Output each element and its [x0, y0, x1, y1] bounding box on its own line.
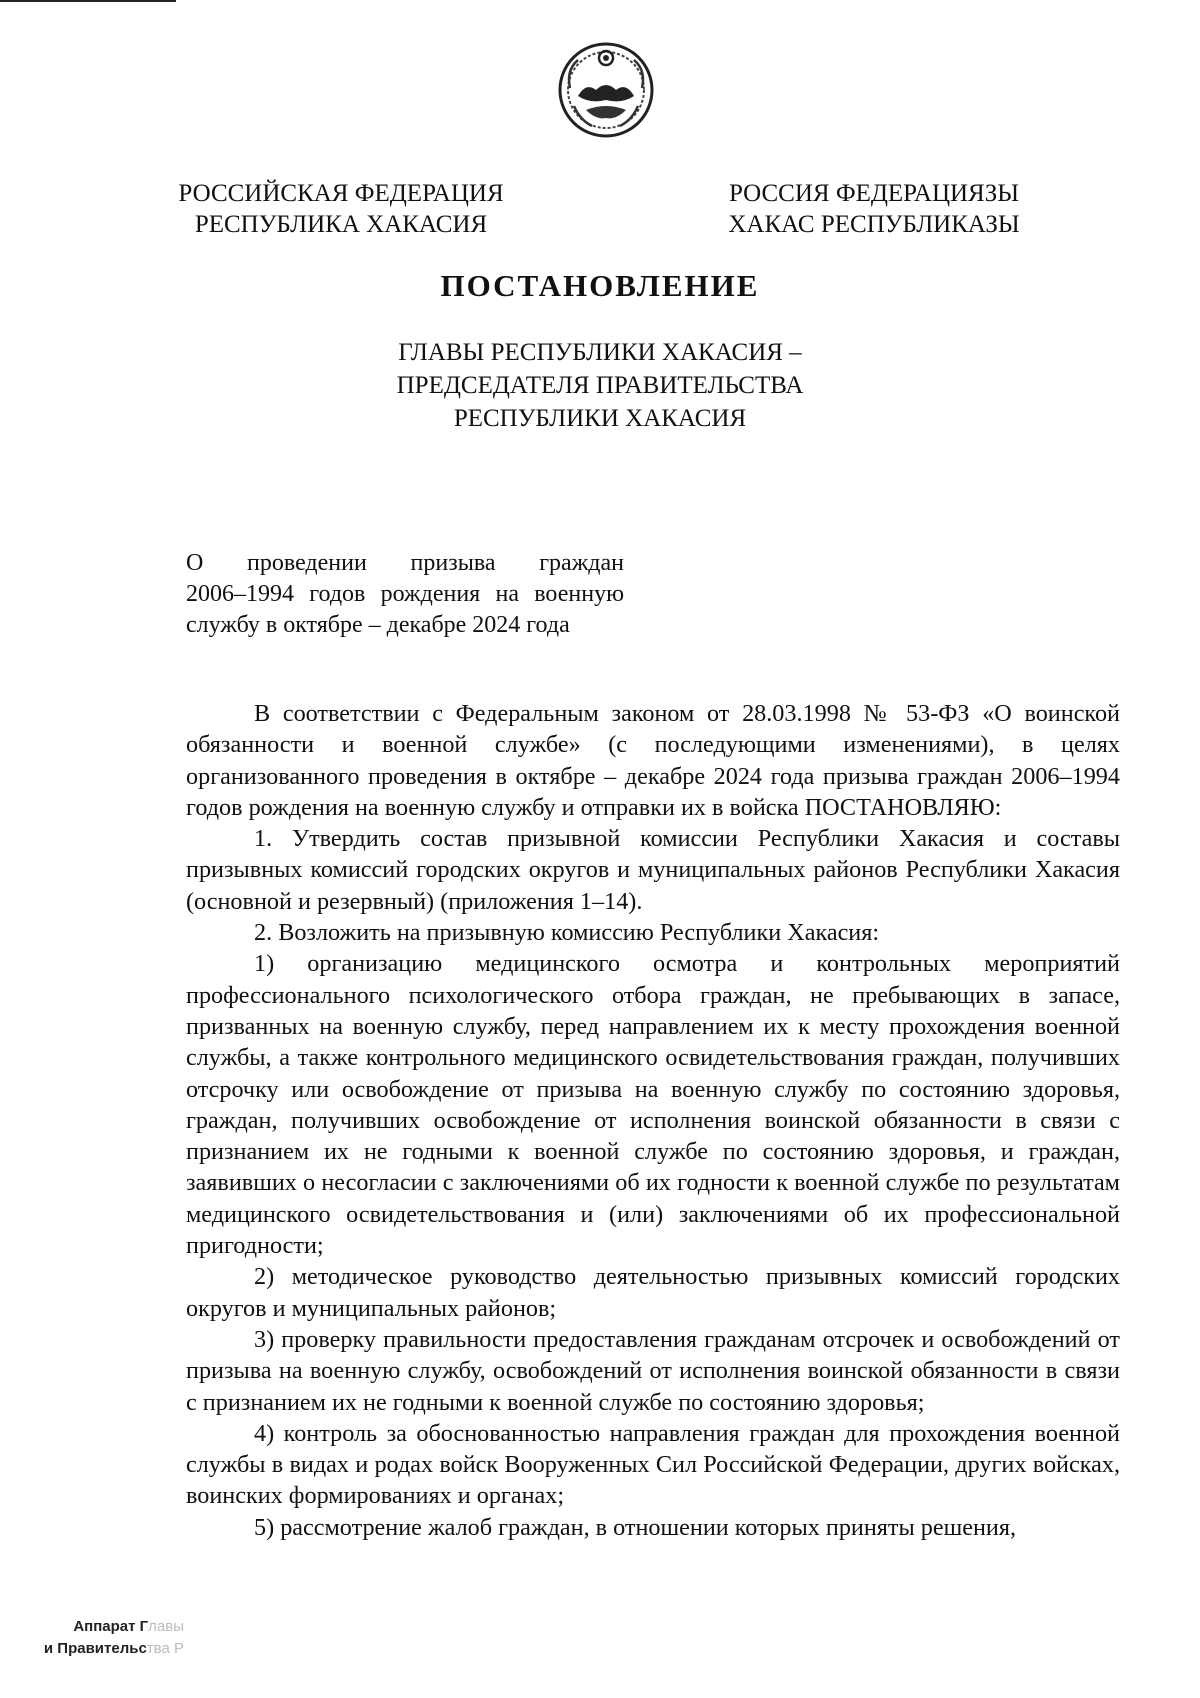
paragraph-1: 1. Утвердить состав призывной комиссии Республики Хакасия и составы призывных комиссий городских округов и муниципальных районов Республики Хакасия (основной и резервный) (приложения 1–14).: [186, 825, 1120, 915]
coat-of-arms-emblem: [556, 40, 656, 140]
subject-line1: О проведении призыва граждан: [186, 550, 624, 576]
preamble-paragraph: В соответствии с Федеральным законом от 28.03.1998 № 53-ФЗ «О воинской обязанности и военной службе» (с последующими изменениями), в целях организованного проведения в октябре – декабре 2024 года призыва граждан 2006–1994 годов рождения на военную службу и отправки их в войска ПОСТАНОВЛЯЮ:: [186, 700, 1120, 821]
document-subtitle: [0, 336, 1200, 435]
subtitle-line1: ГЛАВЫ РЕСПУБЛИКИ ХАКАСИЯ –: [398, 339, 802, 366]
top-edge-line: [0, 0, 176, 2]
paragraph-2-item-1: 1) организацию медицинского осмотра и контрольных мероприятий профессионального психологического отбора граждан, не пребывающих в запасе, призванных на военную службу, перед направлением их к месту прохождения военной службы, а также контрольного медицинского освидетельствования граждан, получивших отсрочку или освобождение от призыва на военную службу по состоянию здоровья, граждан, получивших освобождение от исполнения воинской обязанности в связи с признанием их не годными к военной службе по состоянию здоровья, и граждан, заявивших о несогласии с заключениями об их годности к военной службе по результатам медицинского освидетельствования и (или) заключениями об их профессиональной пригодности;: [186, 950, 1120, 1260]
paragraph-2: 2. Возложить на призывную комиссию Республики Хакасия:: [254, 919, 880, 947]
paragraph-2-item-4: 4) контроль за обоснованностью направления граждан для прохождения военной службы в видах и родах войск Вооруженных Сил Российской Федерации, других войсках, воинских формированиях и органах;: [186, 1419, 1120, 1510]
paragraph-2-item-5: 5) рассмотрение жалоб граждан, в отношении которых приняты решения,: [254, 1513, 1017, 1541]
header-russian-line2: РЕСПУБЛИКА ХАКАСИЯ: [194, 211, 488, 238]
header-khakas-line1: РОССИЯ ФЕДЕРАЦИЯЗЫ: [728, 180, 1020, 207]
stamp-line2-bold: и Правительс: [43, 1640, 147, 1657]
document-title: ПОСТАНОВЛЕНИЕ: [440, 268, 760, 303]
subtitle-line3: РЕСПУБЛИКИ ХАКАСИЯ: [453, 405, 747, 432]
document-body: [186, 698, 1120, 1543]
header-khakas-line2: ХАКАС РЕСПУБЛИКАЗЫ: [728, 211, 1020, 238]
stamp-line1-bold: Аппарат Г: [73, 1618, 149, 1635]
header-russian: [150, 178, 532, 240]
header-russian-line1: РОССИЙСКАЯ ФЕДЕРАЦИЯ: [178, 180, 504, 207]
stamp-line1-faded: лавы: [148, 1618, 184, 1635]
subject-rest: 2006–1994 годов рождения на военную службу в октябре – декабре 2024 года: [186, 581, 624, 638]
subtitle-line2: ПРЕДСЕДАТЕЛЯ ПРАВИТЕЛЬСТВА: [396, 372, 804, 399]
document-subject: [186, 548, 624, 641]
paragraph-2-item-2: 2) методическое руководство деятельностью призывных комиссий городских округов и муниципальных районов;: [186, 1263, 1120, 1322]
stamp-line2-faded: тва Р: [146, 1640, 184, 1657]
registration-stamp: [34, 1616, 184, 1660]
paragraph-2-item-3: 3) проверку правильности предоставления гражданам отсрочек и освобождений от призыва на военную службу, освобождений от исполнения воинской обязанности в связи с признанием их не годными к военной службе по состоянию здоровья;: [186, 1325, 1120, 1416]
header-khakas: [694, 178, 1054, 240]
